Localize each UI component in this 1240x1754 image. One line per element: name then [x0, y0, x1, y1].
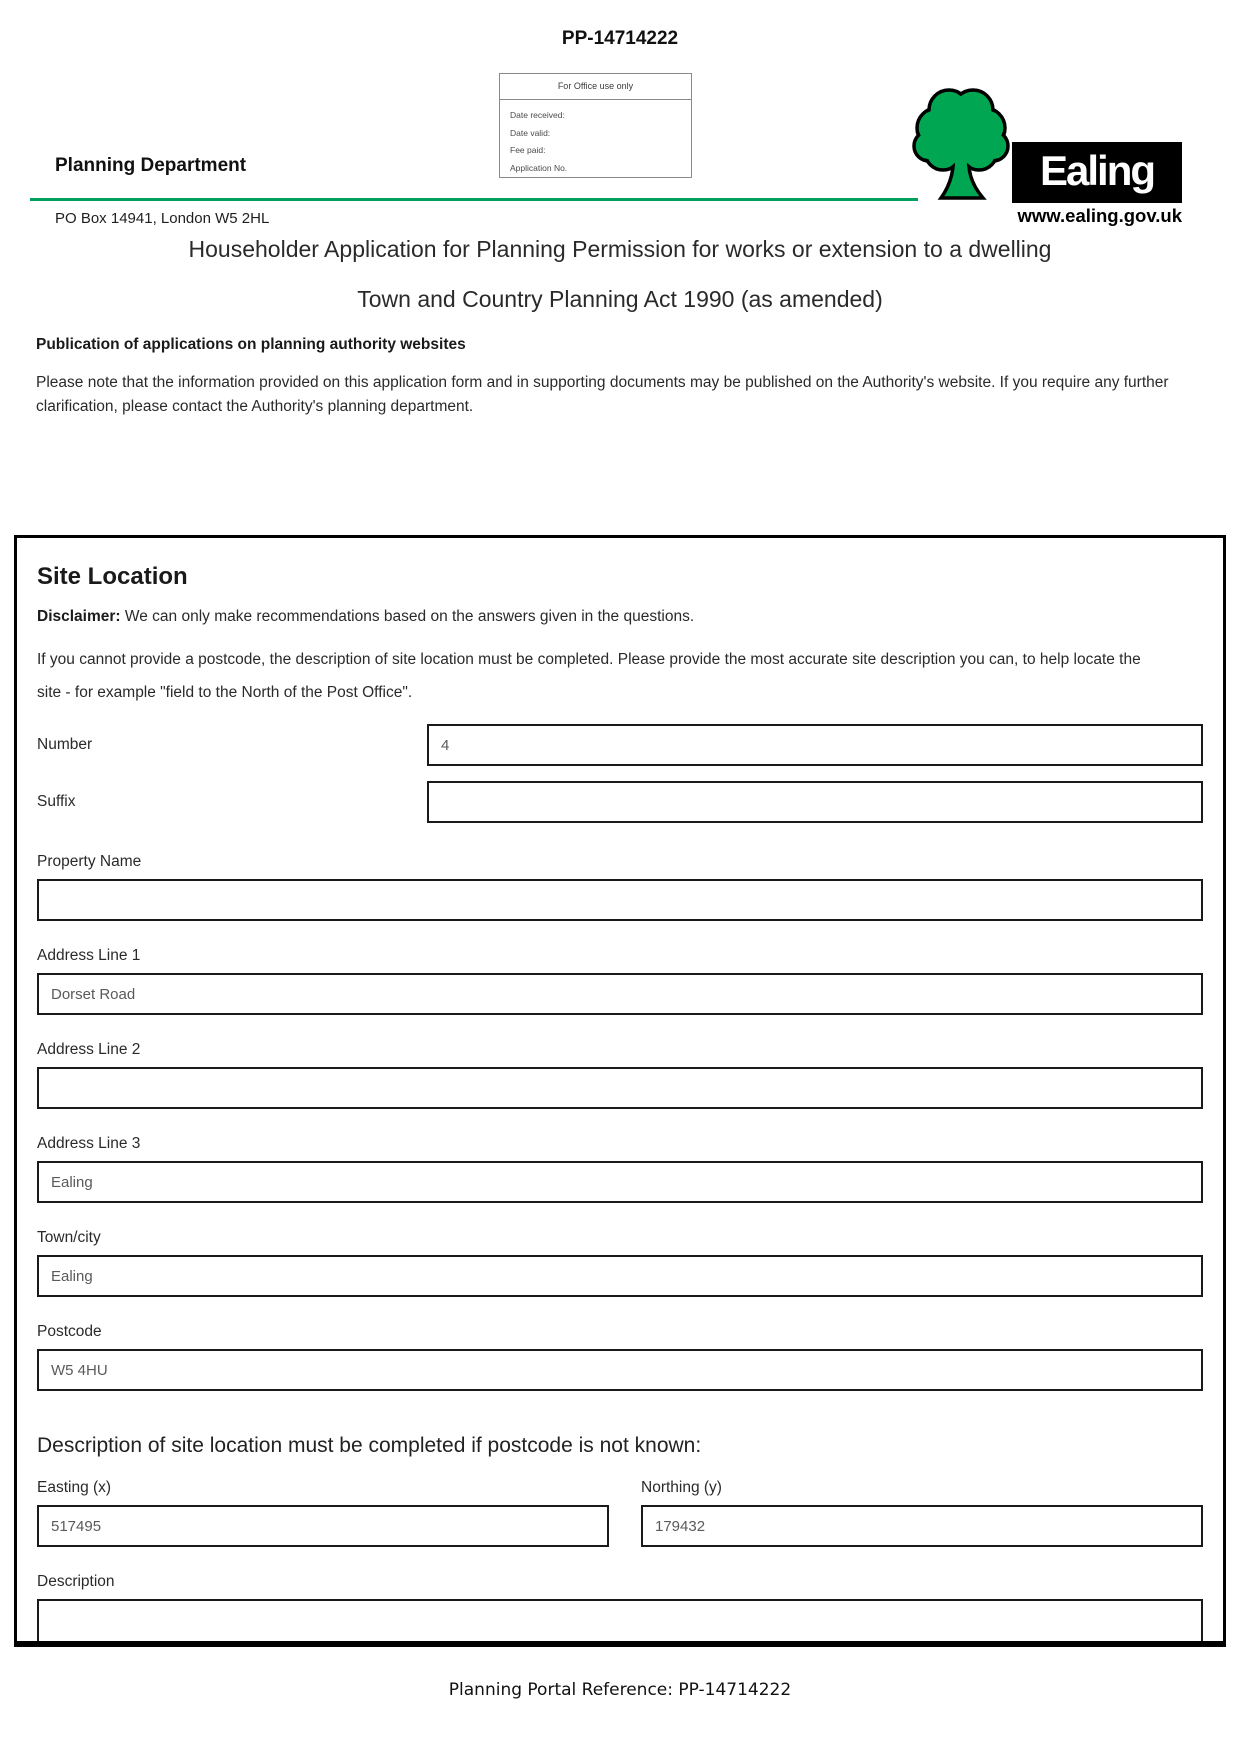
address-line-3-label: Address Line 3: [37, 1135, 141, 1152]
publication-heading: Publication of applications on planning authority websites: [36, 336, 466, 353]
ealing-logo-wordmark: Ealing: [1012, 142, 1182, 203]
site-location-heading: Site Location: [37, 563, 188, 590]
property-name-input[interactable]: [37, 879, 1203, 921]
disclaimer-text: [37, 608, 694, 626]
easting-input[interactable]: [37, 1505, 609, 1547]
disclaimer-body: We can only make recommendations based on the answers given in the questions.: [124, 608, 695, 625]
northing-label: Northing (y): [641, 1479, 722, 1496]
office-use-fields: [500, 100, 691, 177]
application-reference: PP-14714222: [561, 28, 679, 49]
suffix-label: Suffix: [37, 793, 76, 810]
northing-input[interactable]: [641, 1505, 1203, 1547]
town-city-label: Town/city: [37, 1229, 101, 1246]
green-divider: [30, 198, 918, 201]
department-title: Planning Department: [55, 155, 247, 176]
ealing-tree-logo-icon: [903, 84, 1017, 204]
postcode-input[interactable]: [37, 1349, 1203, 1391]
property-name-label: Property Name: [37, 853, 142, 870]
description-label: Description: [37, 1573, 115, 1590]
address-line-1-input[interactable]: [37, 973, 1203, 1015]
office-field-fee-paid: Fee paid:: [510, 145, 546, 155]
postcode-label: Postcode: [37, 1323, 102, 1340]
planning-portal-reference: Planning Portal Reference: PP-14714222: [448, 1680, 792, 1700]
office-use-title: For Office use only: [500, 74, 691, 100]
department-address: PO Box 14941, London W5 2HL: [55, 210, 270, 227]
easting-label: Easting (x): [37, 1479, 112, 1496]
office-field-date-received: Date received:: [510, 110, 565, 120]
form-subtitle: Town and Country Planning Act 1990 (as amended): [357, 286, 883, 312]
number-row: [37, 724, 1203, 766]
ealing-website-url: www.ealing.gov.uk: [1017, 205, 1182, 226]
site-location-section: [14, 535, 1226, 1647]
address-line-2-input[interactable]: [37, 1067, 1203, 1109]
address-line-2-label: Address Line 2: [37, 1041, 141, 1058]
publication-body: Please note that the information provided on this application form and in supporting documents may be published on the Authority's website. If you require any further clarification, please contact the Authority's planning department.: [36, 374, 1169, 415]
office-use-box: [499, 73, 692, 178]
office-field-date-valid: Date valid:: [510, 127, 551, 138]
address-line-1-label: Address Line 1: [37, 947, 141, 964]
town-city-input[interactable]: [37, 1255, 1203, 1297]
description-requirement-heading: Description of site location must be completed if postcode is not known:: [37, 1434, 702, 1457]
suffix-input[interactable]: [427, 781, 1203, 823]
address-line-3-input[interactable]: [37, 1161, 1203, 1203]
description-input[interactable]: [37, 1599, 1203, 1647]
postcode-intro-text: If you cannot provide a postcode, the description of site location must be completed. Please provide the most accurate site description you can, to help locate the site - for example "field to the North of the Post Office".: [37, 651, 1141, 701]
suffix-row: [37, 781, 1203, 823]
form-title: Householder Application for Planning Permission for works or extension to a dwelling: [188, 236, 1052, 262]
office-field-application-no: Application No.: [510, 162, 568, 173]
number-input[interactable]: [427, 724, 1203, 766]
disclaimer-label: Disclaimer:: [37, 608, 121, 625]
number-label: Number: [37, 736, 93, 753]
